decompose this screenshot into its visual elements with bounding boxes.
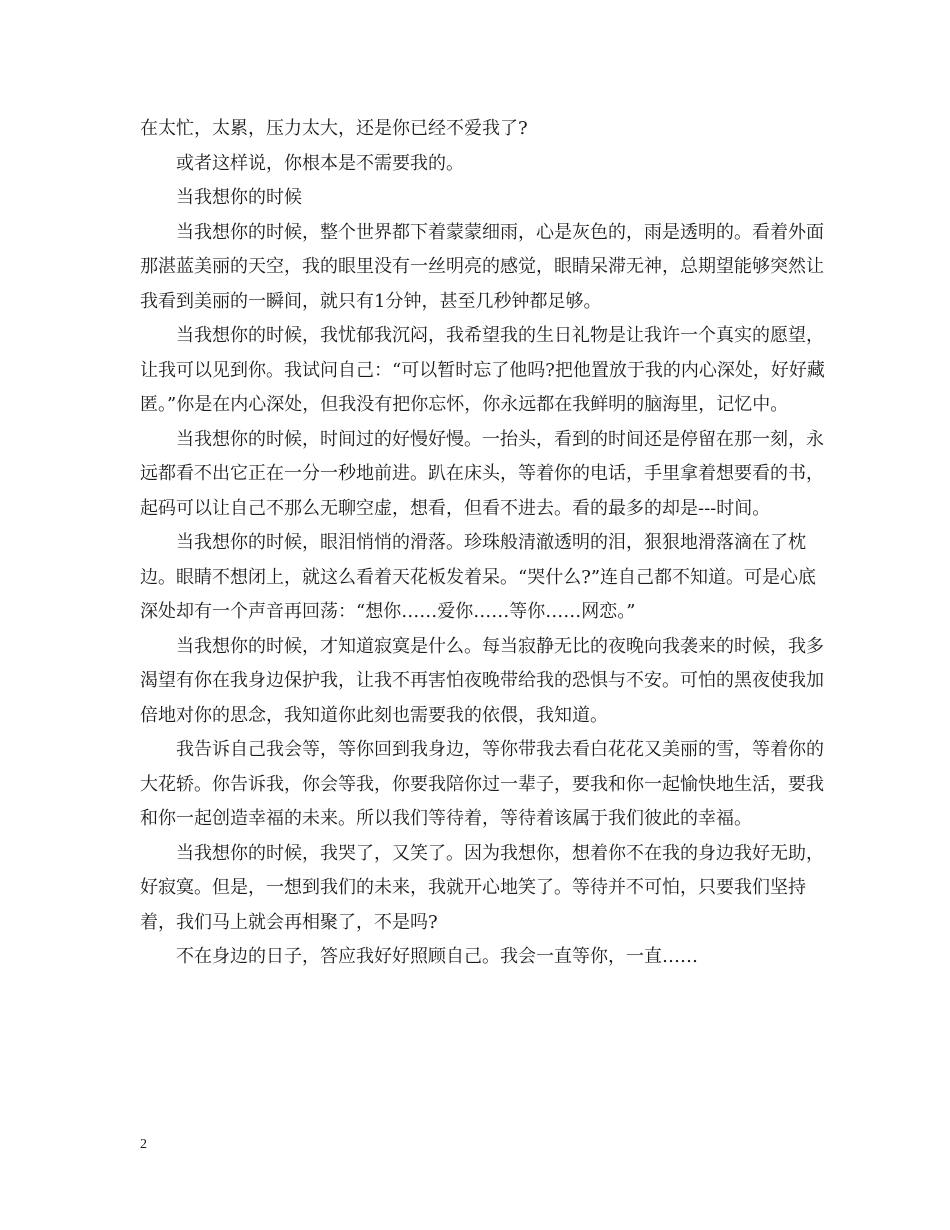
paragraph: 我告诉自己我会等，等你回到我身边，等你带我去看白花花又美丽的雪，等着你的大花轿。你告诉我，你会等我，你要我陪你过一辈子，要我和你一起愉快地生活，要我和你一起创造幸福的未来。所以我们等待着，等待着该属于我们彼此的幸福。 [140,739,824,829]
paragraph: 当我想你的时候，我忧郁我沉闷，我希望我的生日礼物是让我许一个真实的愿望，让我可以见到你。我试问自己：“可以暂时忘了他吗?把他置放于我的内心深处，好好藏匿。”你是在内心深处，但我没有把你忘怀，你永远都在我鲜明的脑海里，记忆中。 [140,325,825,415]
paragraph: 或者这样说，你根本是不需要我的。 [176,152,464,174]
paragraph: 不在身边的日子，答应我好好照顾自己。我会一直等你，一直…… [176,946,698,967]
paragraph-continuation: 在太忙，太累，压力太大，还是你已经不爱我了? [140,118,528,139]
document-body [140,112,825,975]
paragraph: 当我想你的时候，眼泪悄悄的滑落。珍珠般清澈透明的泪，狠狠地滑落滴在了枕边。眼睛不想闭上，就这么看着天花板发着呆。“哭什么?”连自己都不知道。可是心底深处却有一个声音再回荡：“想你……爱你……等你……网恋。” [140,532,817,622]
page-number: 2 [140,1137,147,1152]
section-title: 当我想你的时候 [176,187,302,208]
paragraph: 当我想你的时候，时间过的好慢好慢。一抬头，看到的时间还是停留在那一刻，永远都看不出它正在一分一秒地前进。趴在床头，等着你的电话，手里拿着想要看的书，起码可以让自己不那么无聊空虚，想看，但看不进去。看的最多的却是---时间。 [140,428,824,519]
paragraph: 当我想你的时候，才知道寂寞是什么。每当寂静无比的夜晚向我袭来的时候，我多渴望有你在我身边保护我，让我不再害怕夜晚带给我的恐惧与不安。可怕的黑夜使我加倍地对你的思念，我知道你此刻也需要我的依偎，我知道。 [140,635,824,726]
paragraph: 当我想你的时候，整个世界都下着蒙蒙细雨，心是灰色的，雨是透明的。看着外面那湛蓝美丽的天空，我的眼里没有一丝明亮的感觉，眼睛呆滞无神，总期望能够突然让我看到美丽的一瞬间，就只有1分钟，甚至几秒钟都足够。 [140,221,824,312]
paragraph: 当我想你的时候，我哭了，又笑了。因为我想你，想着你不在我的身边我好无助，好寂寞。但是，一想到我们的未来，我就开心地笑了。等待并不可怕，只要我们坚持着，我们马上就会再相聚了，不是吗? [140,842,824,933]
